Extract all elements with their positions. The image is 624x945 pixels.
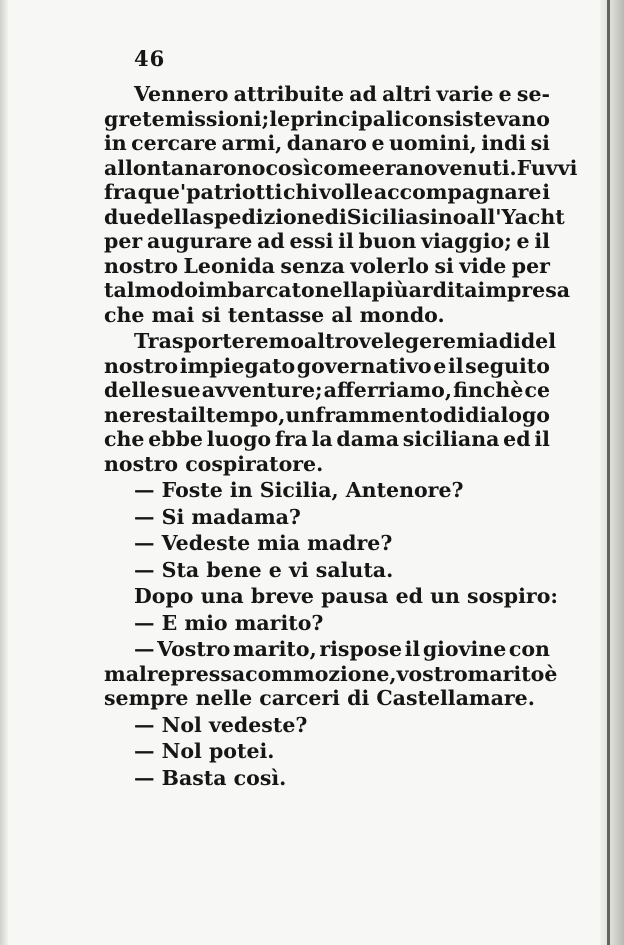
- text-line: Trasporteremo altrove le geremiadi del: [134, 329, 557, 353]
- text-line: fra que'patriotti chi volle accompagnare i: [104, 180, 550, 204]
- text-line: — Vostro marito, rispose il giovine con: [134, 637, 550, 661]
- paragraph: [104, 637, 558, 711]
- paragraph: [104, 611, 550, 636]
- text-line: — Nol potei.: [134, 739, 275, 763]
- text-line: nostro impiegato governativo e il seguito: [104, 353, 550, 378]
- paragraph: [104, 766, 550, 791]
- text-line: allontanarono così come erano venuti. Fuvvi: [104, 155, 578, 180]
- text-line: sempre nelle carceri di Castellamare.: [104, 686, 535, 710]
- text-line: delle sue avventure; afferriamo, finchè ce: [104, 378, 550, 402]
- text-line: due della spedizione di Sicilia sino all'Yacht: [104, 204, 565, 229]
- text-line: tal modo imbarcato nella più ardita impresa: [104, 278, 571, 302]
- page-right-edge: [600, 0, 624, 945]
- paragraph: [104, 82, 578, 327]
- text-line: — Si madama?: [134, 504, 301, 529]
- page-left-edge: [0, 0, 8, 945]
- text-line: — Nol vedeste?: [134, 712, 308, 737]
- text-line: Dopo una breve pausa ed un sospiro:: [134, 584, 558, 608]
- text-line: Vennero attribuite ad altri varie e se-: [134, 82, 550, 106]
- text-line: — Foste in Sicilia, Antenore?: [134, 478, 464, 502]
- text-line: — Vedeste mia madre?: [134, 531, 393, 555]
- page-number: 46: [134, 46, 166, 71]
- paragraph: [104, 329, 557, 476]
- text-line: — E mio marito?: [134, 610, 324, 635]
- text-line: mal repressa commozione, vostro marito è: [104, 661, 558, 686]
- text-line: ne resta il tempo, un frammento di dialogo: [104, 402, 550, 427]
- text-line: — Sta bene e vi saluta.: [134, 557, 394, 582]
- text-line: in cercare armi, danaro e uomini, indi si: [104, 131, 550, 155]
- text-line: nostro cospiratore.: [104, 451, 324, 476]
- text-line: grete missioni; le principali consistevano: [104, 106, 550, 131]
- paragraph: [104, 558, 550, 583]
- text-line: per augurare ad essi il buon viaggio; e il: [104, 229, 550, 253]
- page-fold-line: [607, 0, 610, 945]
- paragraph: [104, 478, 550, 503]
- paragraph: [104, 584, 558, 609]
- paragraph: [104, 739, 550, 764]
- paragraph: [104, 531, 550, 556]
- text-line: che ebbe luogo fra la dama siciliana ed il: [104, 427, 550, 451]
- text-line: nostro Leonida senza volerlo si vide per: [104, 253, 550, 278]
- paragraph: [104, 713, 550, 738]
- text-line: che mai si tentasse al mondo.: [104, 302, 445, 327]
- body-text: [104, 82, 578, 790]
- text-line: — Basta così.: [134, 765, 287, 790]
- paragraph: [104, 505, 550, 530]
